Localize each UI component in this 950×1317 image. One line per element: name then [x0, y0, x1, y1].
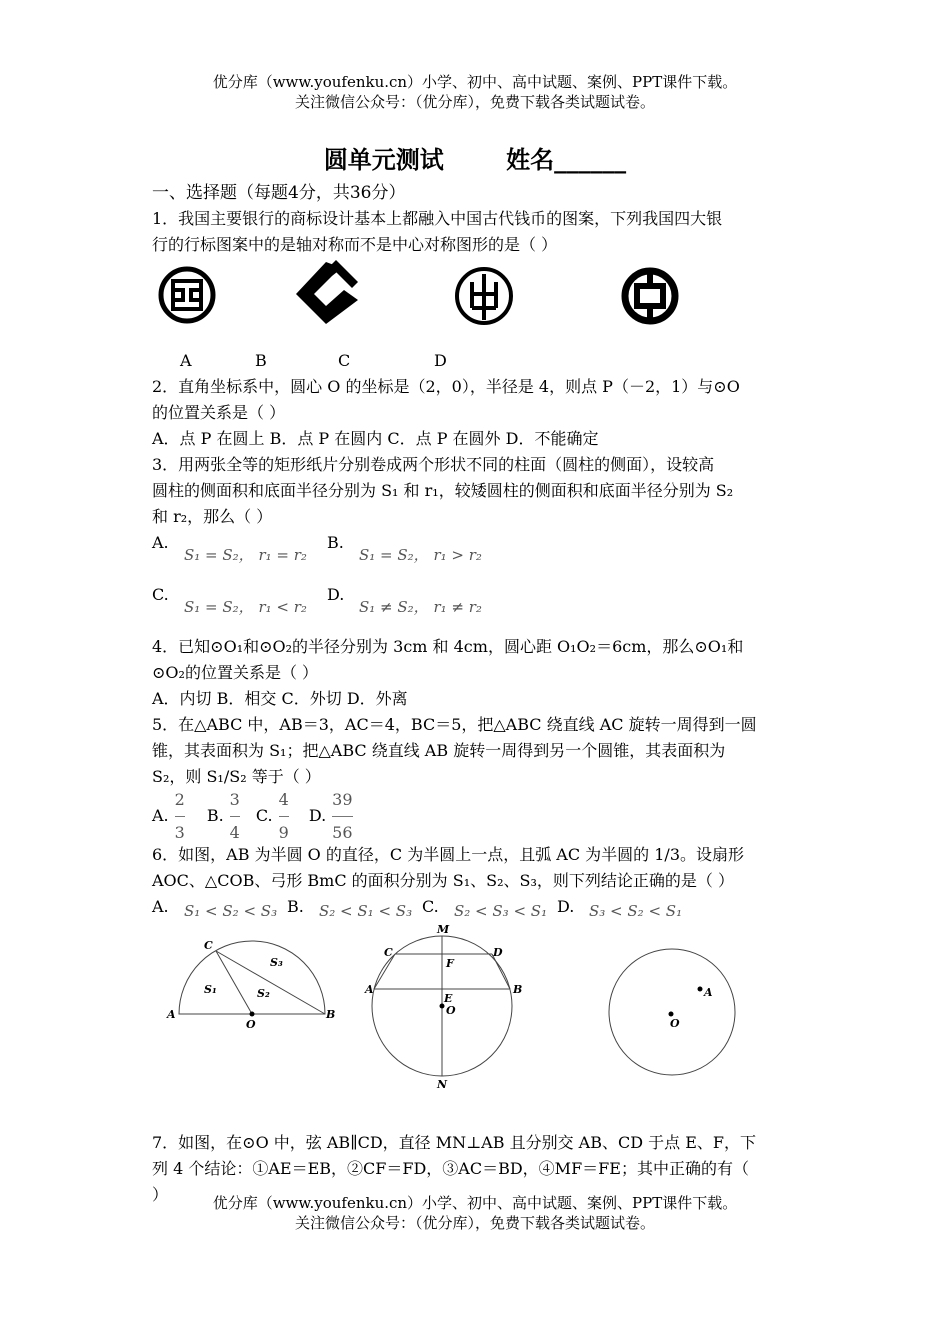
icbc-logo-icon — [156, 264, 218, 326]
q5-label-d: D. — [308, 806, 327, 825]
q2-text-1: 2．直角坐标系中，圆心 O 的坐标是（2，0），半径是 4，则点 P（－2，1）与⊙O — [152, 377, 740, 396]
q5-label-b: B. — [206, 806, 224, 825]
q6-option-b: S₂ < S₁ < S₃ — [319, 902, 413, 920]
q6-label-a: A. — [152, 897, 169, 916]
q7-text-2: 列 4 个结论：①AE＝EB，②CF＝FD，③AC＝BD，④MF＝FE；其中正确的有（ — [152, 1159, 749, 1178]
footer-line-2: 关注微信公众号：（优分库），免费下载各类试题试卷。 — [294, 1214, 655, 1232]
fig3-label-o: O — [670, 1017, 680, 1030]
logo-labels — [152, 348, 802, 374]
q5-c-num: 4 — [278, 789, 289, 809]
footer-line-1: 优分库（www.youfenku.cn）小学、初中、高中试题、案例、PPT课件下载。 — [212, 1194, 738, 1212]
fig2-label-a: A — [365, 983, 374, 996]
q5-text-2: 锥，其表面积为 S₁；把△ABC 绕直线 AB 旋转一周得到另一个圆锥，其表面积为 — [152, 741, 726, 760]
fig2-label-e: E — [444, 992, 453, 1005]
logo-label-b: B — [255, 351, 267, 370]
q5-a-num: 2 — [174, 789, 185, 809]
q3-label-b: B. — [327, 533, 344, 552]
q5-text-3: S₂，则 S₁/S₂ 等于（ ） — [152, 767, 321, 786]
fig2-label-f: F — [446, 957, 454, 970]
q5-fraction-c — [279, 787, 289, 846]
q6-label-c: C. — [422, 897, 439, 916]
q4-options: A．内切 B．相交 C．外切 D．外离 — [152, 689, 408, 708]
q3-label-c: C. — [152, 585, 169, 604]
q5-options — [152, 790, 802, 842]
q5-b-den: 4 — [229, 822, 240, 842]
logo-label-c: C — [338, 351, 351, 370]
fig2-label-d: D — [493, 946, 503, 959]
fig1-label-s2: S₂ — [257, 987, 270, 1000]
point-circle-figure — [602, 948, 742, 1088]
q3-options-row-1 — [152, 530, 802, 582]
title-main: 圆单元测试 — [323, 146, 444, 174]
q5-b-num: 3 — [229, 789, 240, 809]
q3-option-d: S₁ ≠ S₂， r₁ ≠ r₂ — [359, 598, 482, 616]
q3-text-2: 圆柱的侧面积和底面半径分别为 S₁ 和 r₁，较矮圆柱的侧面积和底面半径分别为 S₂ — [152, 481, 734, 500]
q6-option-a: S₁ < S₂ < S₃ — [184, 902, 278, 920]
fig1-label-o: O — [246, 1018, 256, 1031]
q5-label-a: A. — [152, 806, 169, 825]
fig2-label-n: N — [437, 1078, 448, 1091]
q4-text-1: 4．已知⊙O₁和⊙O₂的半径分别为 3cm 和 4cm，圆心距 O₁O₂＝6cm，那么⊙O₁和 — [152, 637, 744, 656]
q3-label-d: D. — [327, 585, 345, 604]
q2-text-2: 的位置关系是（ ） — [152, 403, 286, 422]
q6-label-d: D. — [557, 897, 575, 916]
q5-d-num: 39 — [332, 789, 353, 809]
q3-option-b: S₁ = S₂， r₁ > r₂ — [359, 546, 482, 564]
q1-text-1: 1．我国主要银行的商标设计基本上都融入中国古代钱币的图案，下列我国四大银 — [152, 209, 723, 228]
q7-text-3: ） — [152, 1185, 169, 1204]
name-field: 姓名______ — [506, 146, 627, 174]
fig2-label-b: B — [513, 983, 523, 996]
q5-d-den: 56 — [332, 822, 353, 842]
header-line-1: 优分库（www.youfenku.cn）小学、初中、高中试题、案例、PPT课件下载。 — [212, 73, 738, 91]
logo-label-d: D — [434, 351, 447, 370]
q5-c-den: 9 — [278, 822, 289, 842]
q7-text-1: 7．如图，在⊙O 中，弦 AB∥CD，直径 MN⊥AB 且分别交 AB、CD 于点 E、F，下 — [152, 1133, 756, 1152]
fig1-label-a: A — [167, 1008, 176, 1021]
fig1-label-s1: S₁ — [204, 983, 217, 996]
q5-fraction-d — [332, 787, 352, 846]
q6-option-c: S₂ < S₃ < S₁ — [454, 902, 548, 920]
fig3-label-a: A — [704, 986, 713, 999]
question-content — [152, 180, 802, 1208]
chord-circle-figure — [357, 922, 527, 1092]
logo-label-a: A — [180, 351, 192, 370]
fig2-label-m: M — [437, 923, 450, 936]
fig1-label-s3: S₃ — [270, 956, 283, 969]
q5-fraction-a — [175, 787, 185, 846]
q3-options-row-2 — [152, 582, 802, 634]
figures — [152, 923, 802, 1128]
q5-text-1: 5．在△ABC 中，AB＝3，AC＝4，BC＝5，把△ABC 绕直线 AC 旋转一周得到一圆 — [152, 715, 757, 734]
q1-text-2: 行的行标图案中的是轴对称而不是中心对称图形的是（ ） — [152, 235, 558, 254]
q3-label-a: A. — [152, 533, 169, 552]
q3-option-c: S₁ = S₂， r₁ < r₂ — [184, 598, 307, 616]
q2-options: A．点 P 在圆上 B．点 P 在圆内 C．点 P 在圆外 D．不能确定 — [152, 429, 599, 448]
header-line-2: 关注微信公众号：（优分库），免费下载各类试题试卷。 — [294, 93, 655, 111]
section-heading: 一、选择题（每题4分，共36分） — [152, 183, 406, 203]
q6-option-d: S₃ < S₂ < S₁ — [589, 902, 683, 920]
q3-text-1: 3．用两张全等的矩形纸片分别卷成两个形状不同的柱面（圆柱的侧面），设较高 — [152, 455, 715, 474]
page-title — [0, 140, 950, 175]
ccb-logo-icon — [292, 260, 362, 326]
fig2-label-c: C — [384, 946, 393, 959]
q3-text-3: 和 r₂，那么（ ） — [152, 507, 273, 526]
boc-logo-icon — [618, 264, 682, 328]
q5-a-den: 3 — [174, 822, 185, 842]
abc-logo-icon — [452, 264, 516, 328]
q3-option-a: S₁ = S₂， r₁ = r₂ — [184, 546, 307, 564]
q5-fraction-b — [230, 787, 240, 846]
fig1-label-b: B — [326, 1008, 336, 1021]
fig2-label-o: O — [446, 1004, 456, 1017]
semicircle-figure — [162, 940, 352, 1040]
fig1-label-c: C — [204, 940, 213, 952]
q6-label-b: B. — [287, 897, 304, 916]
q6-text-2: AOC、△COB、弓形 BmC 的面积分别为 S₁、S₂、S₃，则下列结论正确的是（ ） — [152, 871, 734, 890]
q6-text-1: 6．如图，AB 为半圆 O 的直径，C 为半圆上一点，且弧 AC 为半圆的 1/3。设扇形 — [152, 845, 745, 864]
q4-text-2: ⊙O₂的位置关系是（ ） — [152, 663, 319, 682]
bank-logos — [152, 258, 802, 348]
q5-label-c: C. — [255, 806, 273, 825]
